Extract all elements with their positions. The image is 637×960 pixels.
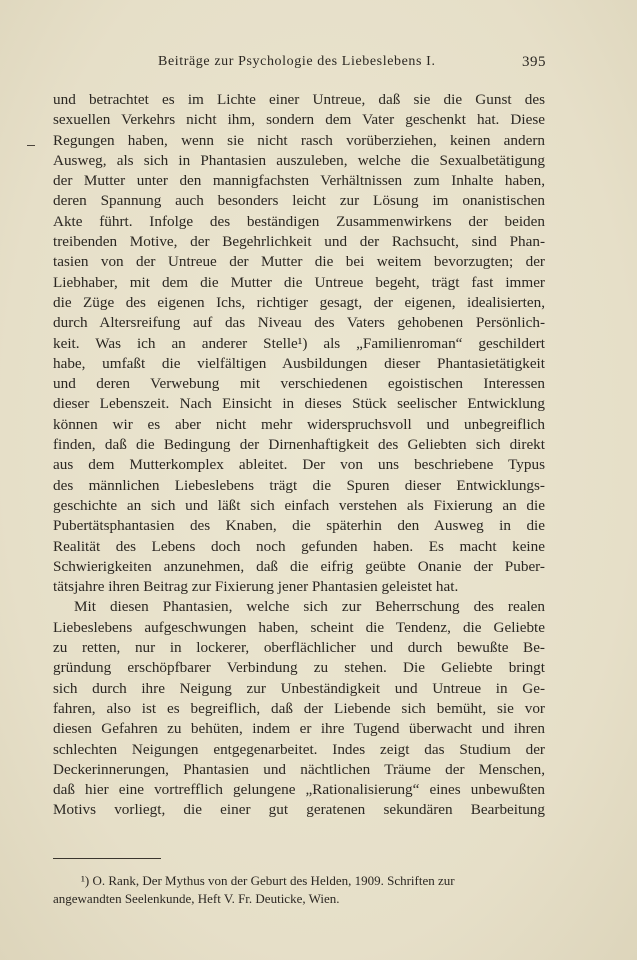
text-line: tasien von der Untreue der Mutter die bei weitem bevorzugten; der (53, 253, 545, 271)
text-line: keit. Was ich an anderer Stelle¹) als „Familienroman“ geschildert (53, 334, 545, 352)
paragraph-start-line: Mit diesen Phantasien, welche sich zur Beherrschung des realen (74, 598, 545, 616)
text-line: daß hier eine vortrefflich gelungene „Rationalisierung“ eines unbewußten (53, 781, 545, 799)
footnote-line (53, 872, 545, 890)
text-line: deren Spannung auch besonders leicht zur Lösung im onanistischen (53, 192, 545, 210)
page-header (0, 54, 637, 74)
footnote-separator (53, 858, 161, 859)
text-line: dieser Lebenszeit. Nach Einsicht in dieses Stück seelischer Entwicklung (53, 395, 545, 413)
text-line: sich durch ihre Neigung zur Unbeständigkeit und Untreue in Ge- (53, 679, 545, 697)
text-line: diesen Gefahren zu behüten, indem er ihre Tugend überwacht und ihren (53, 720, 545, 738)
text-line: Pubertätsphantasien des Knaben, die späterhin den Ausweg in die (53, 517, 545, 535)
text-line: habe, umfaßt die vielfältigen Ausbildungen dieser Phantasietätigkeit (53, 354, 545, 372)
running-head: Beiträge zur Psychologie des Liebeslebens I. (158, 54, 436, 69)
text-line: gründung erschöpfbarer Verbindung zu stehen. Die Geliebte bringt (53, 659, 545, 677)
text-line: Schwierigkeiten anzunehmen, daß die eifrig geübte Onanie der Puber- (53, 557, 545, 575)
text-line: zu retten, nur in lockerer, oberflächlicher und durch bewußte Be- (53, 639, 545, 657)
text-line: Liebeslebens aufgeschwungen haben, scheint die Tendenz, die Geliebte (53, 618, 545, 636)
text-line: Motivs vorliegt, die einer gut geratenen sekundären Bearbeitung (53, 801, 545, 819)
text-line: geschichte an sich und läßt sich einfach verstehen als Fixierung an die (53, 496, 545, 514)
text-line: aus dem Mutterkomplex ableitet. Der von uns beschriebene Typus (53, 456, 545, 474)
text-line: können wir es aber nicht mehr widerspruchsvoll und unbegreiflich (53, 415, 545, 433)
text-line: finden, daß die Bedingung der Dirnenhaftigkeit des Geliebten sich direkt (53, 436, 545, 454)
margin-pencil-mark (27, 145, 35, 146)
footnote-line: angewandten Seelenkunde, Heft V. Fr. Deuticke, Wien. (53, 891, 340, 906)
text-line: sexuellen Verkehrs nicht ihm, sondern dem Vater geschenkt hat. Diese (53, 111, 545, 129)
footnote-marker: ¹) (81, 873, 90, 888)
text-line: und deren Verwebung mit verschiedenen egoistischen Interessen (53, 375, 545, 393)
text-line: durch Altersreifung auf das Niveau des Vaters gehobenen Persönlich- (53, 314, 545, 332)
text-line: tätsjahre ihren Beitrag zur Fixierung jener Phantasien geleistet hat. (53, 578, 459, 596)
text-line: Realität des Lebens doch noch gefunden haben. Es macht keine (53, 537, 545, 555)
footnote-text: O. Rank, Der Mythus von der Geburt des Helden, 1909. Schriften zur (92, 873, 455, 888)
text-line: Regungen haben, wenn sie nicht rasch vorüberziehen, keinen andern (53, 131, 545, 149)
text-line: Ausweg, als sich in Phantasien auszuleben, welche die Sexualbetätigung (53, 151, 545, 169)
footnote (53, 872, 545, 908)
text-line: der Mutter unter den mannigfachsten Verhältnissen zum Inhalte haben, (53, 172, 545, 190)
text-line: schlechten Neigungen entgegenarbeitet. Indes zeigt das Studium der (53, 740, 545, 758)
text-line: Liebhaber, mit dem die Mutter die Untreue begeht, trägt fast immer (53, 273, 545, 291)
text-line: des männlichen Liebeslebens trägt die Spuren dieser Entwicklungs- (53, 476, 545, 494)
text-line: Akte führt. Infolge des beständigen Zusammenwirkens der beiden (53, 212, 545, 230)
text-line: und betrachtet es im Lichte einer Untreue, daß sie die Gunst des (53, 91, 545, 108)
text-line: fahren, also ist es begreiflich, daß der Liebende sich bemüht, sie vor (53, 699, 545, 717)
text-line: die Züge des eigenen Ichs, richtiger gesagt, der eigenen, idealisierten, (53, 293, 545, 311)
page-number: 395 (522, 54, 546, 70)
text-line: treibenden Motive, der Begehrlichkeit und der Rachsucht, sind Phan- (53, 233, 545, 251)
body-text (53, 90, 545, 821)
text-line: Deckerinnerungen, Phantasien und nächtlichen Träume der Menschen, (53, 760, 545, 778)
